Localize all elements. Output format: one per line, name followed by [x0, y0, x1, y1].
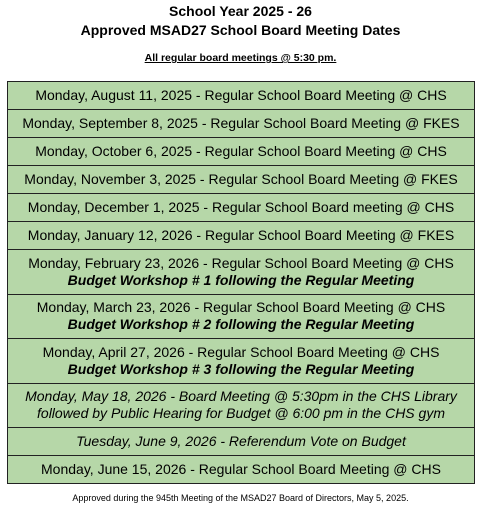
meeting-row-oct — [7, 138, 475, 166]
meeting-row-may — [7, 384, 475, 429]
meeting-dates-table — [7, 81, 475, 484]
public-hearing-note: followed by Public Hearing for Budget @ 6:00 pm in the CHS gym — [37, 405, 445, 422]
budget-workshop-note: Budget Workshop # 3 following the Regular Meeting — [67, 360, 415, 377]
meeting-row-mar — [7, 295, 475, 340]
budget-workshop-note: Budget Workshop # 2 following the Regular Meeting — [67, 316, 415, 333]
meeting-date-line: Monday, August 11, 2025 - Regular School Board Meeting @ CHS — [35, 87, 447, 103]
meeting-row-apr — [7, 339, 475, 384]
meeting-row-jun — [7, 456, 475, 484]
meeting-date-line: Monday, June 15, 2026 - Regular School Board Meeting @ CHS — [41, 461, 441, 477]
budget-workshop-note: Budget Workshop # 1 following the Regular Meeting — [67, 271, 415, 288]
meeting-row-jan — [7, 222, 475, 250]
meeting-row-dec — [7, 194, 475, 222]
meeting-date-line: Monday, March 23, 2026 - Regular School Board Meeting @ CHS — [36, 299, 446, 316]
meeting-row-feb — [7, 250, 475, 295]
meeting-date-line: Monday, September 8, 2025 - Regular School Board Meeting @ FKES — [22, 115, 460, 131]
document-subtitle: Approved MSAD27 School Board Meeting Dates — [80, 22, 401, 38]
document-title: School Year 2025 - 26 — [169, 3, 312, 19]
meeting-date-line: Monday, November 3, 2025 - Regular School Board Meeting @ FKES — [24, 171, 458, 187]
meeting-row-sep — [7, 110, 475, 138]
meeting-row-nov — [7, 166, 475, 194]
meeting-date-line: Tuesday, June 9, 2026 - Referendum Vote on Budget — [76, 433, 406, 449]
meeting-date-line: Monday, October 6, 2025 - Regular School Board Meeting @ CHS — [35, 143, 447, 159]
meeting-date-line: Monday, February 23, 2026 - Regular School Board Meeting @ CHS — [28, 254, 454, 271]
meeting-date-line: Monday, April 27, 2026 - Regular School Board Meeting @ CHS — [42, 343, 440, 360]
approval-footer: Approved during the 945th Meeting of the MSAD27 Board of Directors, May 5, 2025. — [72, 493, 409, 503]
meeting-row-referendum — [7, 428, 475, 456]
meeting-time-note: All regular board meetings @ 5:30 pm. — [144, 52, 337, 64]
meeting-row-aug — [7, 82, 475, 110]
meeting-date-line: Monday, May 18, 2026 - Board Meeting @ 5:30pm in the CHS Library — [25, 388, 457, 405]
meeting-date-line: Monday, December 1, 2025 - Regular School Board meeting @ CHS — [27, 199, 455, 215]
meeting-date-line: Monday, January 12, 2026 - Regular School Board Meeting @ FKES — [27, 227, 455, 243]
